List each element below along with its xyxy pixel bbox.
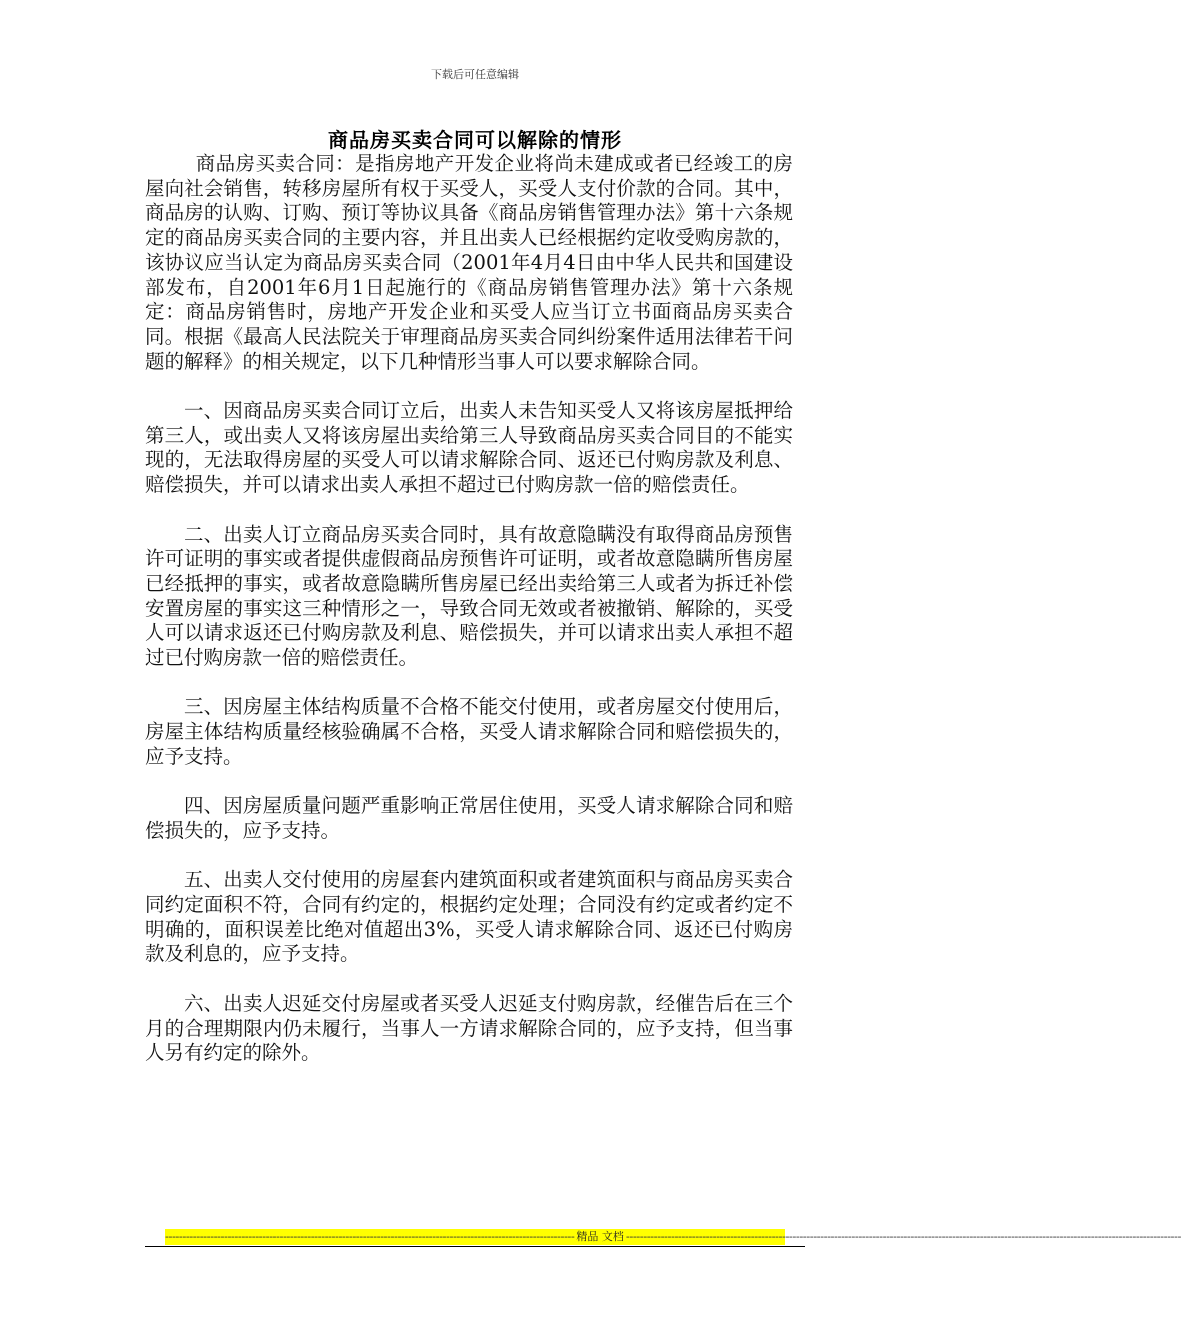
- footer-label: 精品 文档: [576, 1230, 624, 1243]
- paragraph-case-6: 六、出卖人迟延交付房屋或者买受人迟延支付购房款，经催告后在三个月的合理期限内仍未履行，当事人一方请求解除合同的，应予支持，但当事人另有约定的除外。: [145, 991, 793, 1065]
- footer-dashes-right: ----------------------------------------------------------------------------------------------------------------------------------------------------------------: [625, 1230, 1181, 1243]
- footer-banner: [165, 1229, 1181, 1245]
- paragraph-case-2: 二、出卖人订立商品房买卖合同时，具有故意隐瞒没有取得商品房预售许可证明的事实或者提供虚假商品房预售许可证明，或者故意隐瞒所售房屋已经抵押的事实，或者故意隐瞒所售房屋已经出卖给第三人或者为拆迁补偿安置房屋的事实这三种情形之一，导致合同无效或者被撤销、解除的，买受人可以请求返还已付购房款及利息、赔偿损失，并可以请求出卖人承担不超过已付购房款一倍的赔偿责任。: [145, 522, 793, 670]
- document-body: [145, 152, 793, 1066]
- paragraph-definition: 商品房买卖合同：是指房地产开发企业将尚未建成或者已经竣工的房屋向社会销售，转移房屋所有权于买受人，买受人支付价款的合同。其中，商品房的认购、订购、预订等协议具备《商品房销售管理办法》第十六条规定的商品房买卖合同的主要内容，并且出卖人已经根据约定收受购房款的，该协议应当认定为商品房买卖合同（2001年4月4日由中华人民共和国建设部发布，自2001年6月1日起施行的《商品房销售管理办法》第十六条规定：商品房销售时，房地产开发企业和买受人应当订立书面商品房买卖合同。根据《最高人民法院关于审理商品房买卖合同纠纷案件适用法律若干问题的解释》的相关规定，以下几种情形当事人可以要求解除合同。: [145, 152, 793, 373]
- paragraph-case-3: 三、因房屋主体结构质量不合格不能交付使用，或者房屋交付使用后，房屋主体结构质量经核验确属不合格，买受人请求解除合同和赔偿损失的，应予支持。: [145, 695, 793, 768]
- document-title: 商品房买卖合同可以解除的情形: [328, 128, 622, 152]
- footer-dashes-left: ----------------------------------------------------------------------------------------------------------------------: [165, 1230, 575, 1243]
- header-note: 下载后可任意编辑: [431, 68, 519, 81]
- paragraph-case-4: 四、因房屋质量问题严重影响正常居住使用，买受人请求解除合同和赔偿损失的，应予支持。: [145, 794, 793, 842]
- paragraph-case-1: 一、因商品房买卖合同订立后，出卖人未告知买受人又将该房屋抵押给第三人，或出卖人又将该房屋出卖给第三人导致商品房买卖合同目的不能实现的，无法取得房屋的买受人可以请求解除合同、返还已付购房款及利息、赔偿损失，并可以请求出卖人承担不超过已付购房款一倍的赔偿责任。: [145, 399, 793, 497]
- paragraph-case-5: 五、出卖人交付使用的房屋套内建筑面积或者建筑面积与商品房买卖合同约定面积不符，合同有约定的，根据约定处理；合同没有约定或者约定不明确的，面积误差比绝对值超出3%，买受人请求解除合同、返还已付购房款及利息的，应予支持。: [145, 868, 793, 966]
- footer-rule: [145, 1246, 805, 1247]
